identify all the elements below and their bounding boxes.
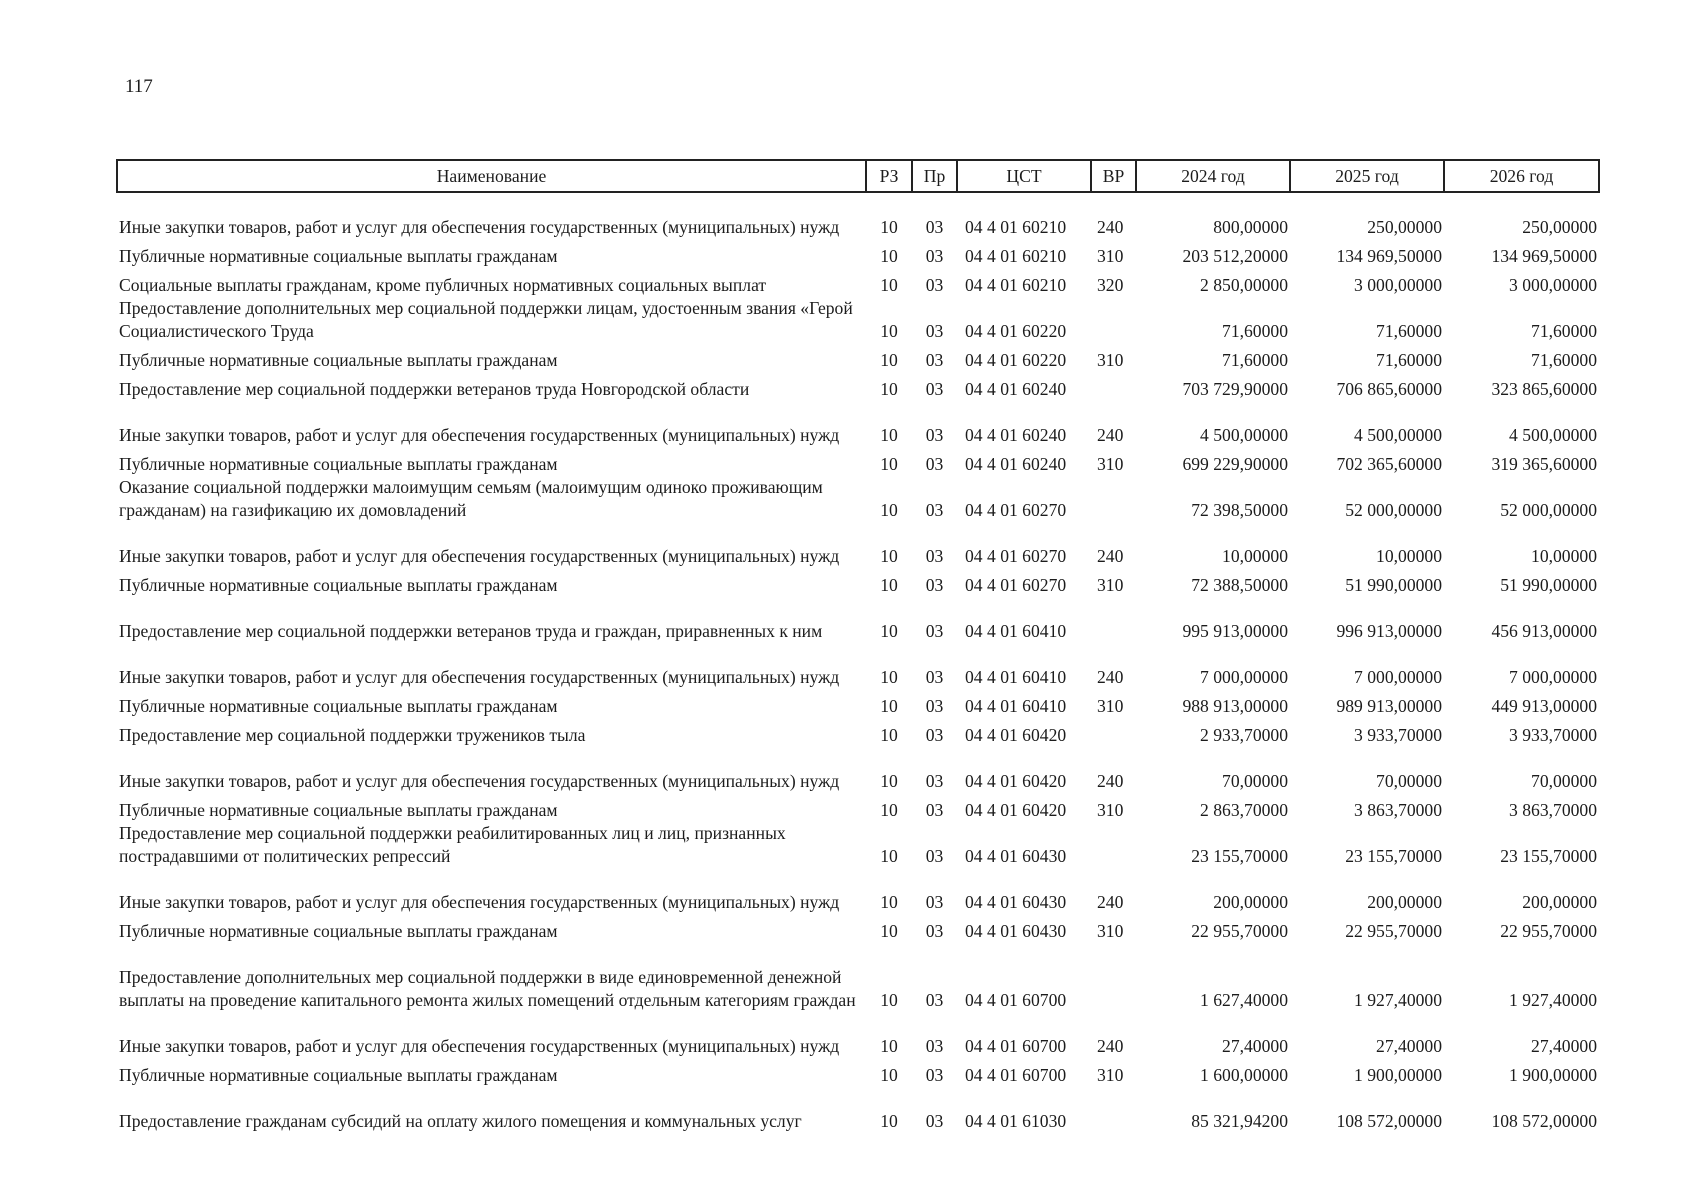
cell-name: Предоставление гражданам субсидий на оплату жилого помещения и коммунальных услуг	[119, 1110, 802, 1131]
table-row	[117, 192, 1599, 238]
table-row	[117, 1086, 1599, 1132]
header-2025: 2025 год	[1290, 160, 1444, 192]
table-row	[117, 642, 1599, 688]
cell-name: Публичные нормативные социальные выплаты гражданам	[119, 245, 558, 266]
cell-pr: 03	[925, 453, 944, 474]
cell-2024: 800,00000	[1213, 216, 1288, 237]
cell-cst: 04 4 01 60240	[965, 453, 1067, 474]
cell-2026: 449 913,00000	[1491, 695, 1597, 716]
cell-2024: 995 913,00000	[1182, 620, 1288, 641]
cell-2026: 51 990,00000	[1500, 574, 1597, 595]
cell-2026: 22 955,70000	[1500, 920, 1597, 941]
cell-rz: 10	[880, 245, 898, 266]
cell-pr: 03	[925, 799, 944, 820]
cell-2025: 27,40000	[1376, 1035, 1442, 1056]
cell-2024: 200,00000	[1213, 891, 1288, 912]
cell-cst: 04 4 01 60220	[965, 349, 1067, 370]
cell-2026: 323 865,60000	[1491, 378, 1597, 399]
cell-rz: 10	[880, 499, 898, 520]
cell-2026: 27,40000	[1531, 1035, 1597, 1056]
cell-2024: 70,00000	[1222, 770, 1288, 791]
cell-2024: 22 955,70000	[1191, 920, 1288, 941]
cell-rz: 10	[880, 349, 898, 370]
cell-2024: 71,60000	[1222, 320, 1288, 341]
cell-cst: 04 4 01 60430	[965, 845, 1067, 866]
cell-rz: 10	[880, 989, 898, 1010]
cell-vr: 240	[1097, 891, 1124, 912]
cell-name: Публичные нормативные социальные выплаты гражданам	[119, 799, 558, 820]
cell-rz: 10	[880, 799, 898, 820]
cell-rz: 10	[880, 920, 898, 941]
cell-2024: 703 729,90000	[1182, 378, 1288, 399]
table-row	[117, 596, 1599, 642]
cell-pr: 03	[925, 620, 944, 641]
cell-2024: 203 512,20000	[1182, 245, 1288, 266]
cell-2026: 3 000,00000	[1509, 274, 1597, 295]
cell-rz: 10	[880, 274, 898, 295]
table-row	[117, 1011, 1599, 1057]
table-row	[117, 821, 1599, 867]
cell-name: Иные закупки товаров, работ и услуг для обеспечения государственных (муниципальных) нужд	[119, 424, 840, 445]
cell-pr: 03	[925, 666, 944, 687]
cell-rz: 10	[880, 1110, 898, 1131]
cell-name: Предоставление мер социальной поддержки ветеранов труда Новгородской области	[119, 378, 750, 399]
header-vr: ВР	[1091, 160, 1136, 192]
table-row	[117, 521, 1599, 567]
page-number: 117	[125, 76, 153, 97]
cell-vr	[1091, 475, 1136, 521]
cell-cst: 04 4 01 60270	[965, 545, 1067, 566]
cell-cst: 04 4 01 60410	[965, 695, 1067, 716]
cell-pr: 03	[925, 989, 944, 1010]
cell-pr: 03	[925, 378, 944, 399]
cell-vr: 240	[1097, 666, 1124, 687]
cell-cst: 04 4 01 60270	[965, 574, 1067, 595]
cell-2024: 2 850,00000	[1200, 274, 1288, 295]
cell-pr: 03	[925, 1035, 944, 1056]
table-row	[117, 371, 1599, 400]
cell-2024: 23 155,70000	[1191, 845, 1288, 866]
cell-cst: 04 4 01 60410	[965, 666, 1067, 687]
cell-cst: 04 4 01 60210	[965, 216, 1067, 237]
cell-vr	[1091, 296, 1136, 342]
cell-name: Оказание социальной поддержки малоимущим семьям (малоимущим одиноко проживающим гражданам) на газификацию их домовладений	[119, 477, 823, 520]
cell-2026: 52 000,00000	[1500, 499, 1597, 520]
cell-2024: 1 600,00000	[1200, 1064, 1288, 1085]
cell-name: Иные закупки товаров, работ и услуг для обеспечения государственных (муниципальных) нужд	[119, 1035, 840, 1056]
header-pr: Пр	[912, 160, 957, 192]
cell-2026: 108 572,00000	[1491, 1110, 1597, 1131]
cell-rz: 10	[880, 1064, 898, 1085]
table-row	[117, 400, 1599, 446]
cell-pr: 03	[925, 574, 944, 595]
cell-rz: 10	[880, 574, 898, 595]
cell-vr: 240	[1097, 1035, 1124, 1056]
cell-vr: 310	[1097, 453, 1124, 474]
cell-rz: 10	[880, 724, 898, 745]
cell-2025: 71,60000	[1376, 320, 1442, 341]
table-row	[117, 267, 1599, 296]
cell-pr: 03	[925, 845, 944, 866]
table-row	[117, 296, 1599, 342]
table-row	[117, 942, 1599, 1011]
cell-name: Предоставление мер социальной поддержки тружеников тыла	[119, 724, 586, 745]
cell-pr: 03	[925, 216, 944, 237]
cell-pr: 03	[925, 349, 944, 370]
cell-name: Публичные нормативные социальные выплаты гражданам	[119, 920, 558, 941]
cell-2025: 250,00000	[1367, 216, 1442, 237]
cell-vr: 240	[1097, 770, 1124, 791]
cell-rz: 10	[880, 216, 898, 237]
cell-2024: 7 000,00000	[1200, 666, 1288, 687]
cell-2025: 7 000,00000	[1354, 666, 1442, 687]
cell-2026: 23 155,70000	[1500, 845, 1597, 866]
cell-2025: 51 990,00000	[1345, 574, 1442, 595]
cell-cst: 04 4 01 61030	[965, 1110, 1067, 1131]
cell-name: Публичные нормативные социальные выплаты гражданам	[119, 1064, 558, 1085]
cell-rz: 10	[880, 453, 898, 474]
table-row	[117, 746, 1599, 792]
cell-2026: 250,00000	[1522, 216, 1597, 237]
cell-2025: 706 865,60000	[1336, 378, 1442, 399]
cell-vr: 240	[1097, 216, 1124, 237]
cell-name: Предоставление мер социальной поддержки ветеранов труда и граждан, приравненных к ним	[119, 620, 823, 641]
cell-2025: 23 155,70000	[1345, 845, 1442, 866]
cell-cst: 04 4 01 60420	[965, 724, 1067, 745]
header-2026: 2026 год	[1444, 160, 1599, 192]
cell-pr: 03	[925, 770, 944, 791]
cell-name: Публичные нормативные социальные выплаты гражданам	[119, 453, 558, 474]
cell-2026: 1 900,00000	[1509, 1064, 1597, 1085]
cell-name: Иные закупки товаров, работ и услуг для обеспечения государственных (муниципальных) нужд	[119, 891, 840, 912]
cell-2026: 70,00000	[1531, 770, 1597, 791]
table-row	[117, 238, 1599, 267]
cell-pr: 03	[925, 891, 944, 912]
cell-cst: 04 4 01 60700	[965, 1035, 1067, 1056]
cell-rz: 10	[880, 695, 898, 716]
cell-2024: 27,40000	[1222, 1035, 1288, 1056]
cell-pr: 03	[925, 1064, 944, 1085]
cell-2024: 72 398,50000	[1191, 499, 1288, 520]
cell-cst: 04 4 01 60240	[965, 378, 1067, 399]
cell-2026: 71,60000	[1531, 320, 1597, 341]
cell-cst: 04 4 01 60420	[965, 770, 1067, 791]
cell-2025: 1 900,00000	[1354, 1064, 1442, 1085]
cell-name: Иные закупки товаров, работ и услуг для обеспечения государственных (муниципальных) нужд	[119, 666, 840, 687]
cell-cst: 04 4 01 60270	[965, 499, 1067, 520]
cell-2025: 3 933,70000	[1354, 724, 1442, 745]
cell-vr: 310	[1097, 349, 1124, 370]
header-rz: РЗ	[866, 160, 912, 192]
table-row	[117, 1057, 1599, 1086]
cell-2026: 319 365,60000	[1491, 453, 1597, 474]
cell-2025: 71,60000	[1376, 349, 1442, 370]
cell-pr: 03	[925, 499, 944, 520]
cell-2026: 10,00000	[1531, 545, 1597, 566]
cell-2025: 22 955,70000	[1345, 920, 1442, 941]
cell-vr: 240	[1097, 545, 1124, 566]
cell-vr	[1091, 942, 1136, 1011]
cell-rz: 10	[880, 320, 898, 341]
cell-vr: 310	[1097, 245, 1124, 266]
cell-2024: 1 627,40000	[1200, 989, 1288, 1010]
cell-cst: 04 4 01 60430	[965, 891, 1067, 912]
cell-name: Предоставление мер социальной поддержки реабилитированных лиц и лиц, признанных пострадавшими от политических репрессий	[119, 823, 786, 866]
header-cst: ЦСТ	[957, 160, 1091, 192]
cell-pr: 03	[925, 245, 944, 266]
cell-name: Публичные нормативные социальные выплаты гражданам	[119, 574, 558, 595]
cell-vr	[1091, 371, 1136, 400]
cell-cst: 04 4 01 60220	[965, 320, 1067, 341]
cell-name: Публичные нормативные социальные выплаты гражданам	[119, 695, 558, 716]
cell-vr: 320	[1097, 274, 1124, 295]
cell-pr: 03	[925, 695, 944, 716]
cell-vr: 310	[1097, 1064, 1124, 1085]
cell-rz: 10	[880, 620, 898, 641]
table-row	[117, 475, 1599, 521]
cell-name: Иные закупки товаров, работ и услуг для обеспечения государственных (муниципальных) нужд	[119, 545, 840, 566]
cell-2024: 85 321,94200	[1191, 1110, 1288, 1131]
cell-cst: 04 4 01 60700	[965, 1064, 1067, 1085]
cell-vr: 240	[1097, 424, 1124, 445]
cell-2025: 134 969,50000	[1336, 245, 1442, 266]
header-2024: 2024 год	[1136, 160, 1290, 192]
cell-2026: 3 933,70000	[1509, 724, 1597, 745]
table-row	[117, 867, 1599, 913]
cell-2025: 52 000,00000	[1345, 499, 1442, 520]
cell-rz: 10	[880, 378, 898, 399]
cell-cst: 04 4 01 60240	[965, 424, 1067, 445]
cell-name: Публичные нормативные социальные выплаты гражданам	[119, 349, 558, 370]
cell-2025: 200,00000	[1367, 891, 1442, 912]
cell-cst: 04 4 01 60210	[965, 274, 1067, 295]
cell-name: Социальные выплаты гражданам, кроме публичных нормативных социальных выплат	[119, 274, 767, 295]
cell-cst: 04 4 01 60410	[965, 620, 1067, 641]
cell-2026: 200,00000	[1522, 891, 1597, 912]
cell-2024: 699 229,90000	[1182, 453, 1288, 474]
cell-vr	[1091, 1086, 1136, 1132]
cell-2024: 2 933,70000	[1200, 724, 1288, 745]
cell-2024: 988 913,00000	[1182, 695, 1288, 716]
cell-2025: 702 365,60000	[1336, 453, 1442, 474]
table-row	[117, 446, 1599, 475]
cell-2025: 108 572,00000	[1336, 1110, 1442, 1131]
cell-pr: 03	[925, 1110, 944, 1131]
cell-2024: 4 500,00000	[1200, 424, 1288, 445]
cell-2024: 72 388,50000	[1191, 574, 1288, 595]
cell-vr: 310	[1097, 574, 1124, 595]
table-row	[117, 688, 1599, 717]
cell-pr: 03	[925, 920, 944, 941]
cell-rz: 10	[880, 891, 898, 912]
cell-rz: 10	[880, 770, 898, 791]
cell-vr: 310	[1097, 920, 1124, 941]
cell-2025: 3 863,70000	[1354, 799, 1442, 820]
header-name: Наименование	[117, 160, 866, 192]
cell-name: Иные закупки товаров, работ и услуг для обеспечения государственных (муниципальных) нужд	[119, 770, 840, 791]
cell-vr	[1091, 596, 1136, 642]
cell-2026: 71,60000	[1531, 349, 1597, 370]
table-row	[117, 792, 1599, 821]
cell-2026: 4 500,00000	[1509, 424, 1597, 445]
table-body	[117, 192, 1599, 1132]
cell-2026: 134 969,50000	[1491, 245, 1597, 266]
cell-pr: 03	[925, 424, 944, 445]
cell-pr: 03	[925, 274, 944, 295]
cell-vr: 310	[1097, 695, 1124, 716]
cell-2025: 10,00000	[1376, 545, 1442, 566]
table-header	[117, 160, 1599, 192]
cell-2025: 996 913,00000	[1336, 620, 1442, 641]
cell-2026: 7 000,00000	[1509, 666, 1597, 687]
cell-2024: 2 863,70000	[1200, 799, 1288, 820]
cell-name: Предоставление дополнительных мер социальной поддержки лицам, удостоенным звания «Герой Социалистического Труда	[119, 298, 853, 341]
cell-rz: 10	[880, 545, 898, 566]
cell-2026: 456 913,00000	[1491, 620, 1597, 641]
cell-pr: 03	[925, 320, 944, 341]
cell-2026: 3 863,70000	[1509, 799, 1597, 820]
cell-cst: 04 4 01 60420	[965, 799, 1067, 820]
cell-name: Иные закупки товаров, работ и услуг для обеспечения государственных (муниципальных) нужд	[119, 216, 840, 237]
cell-vr: 310	[1097, 799, 1124, 820]
cell-2025: 1 927,40000	[1354, 989, 1442, 1010]
cell-pr: 03	[925, 724, 944, 745]
cell-name: Предоставление дополнительных мер социальной поддержки в виде единовременной денежной выплаты на проведение капитального ремонта жилых помещений отдельным категориям граждан	[119, 967, 856, 1010]
cell-2025: 70,00000	[1376, 770, 1442, 791]
cell-cst: 04 4 01 60430	[965, 920, 1067, 941]
cell-cst: 04 4 01 60210	[965, 245, 1067, 266]
cell-2026: 1 927,40000	[1509, 989, 1597, 1010]
cell-rz: 10	[880, 1035, 898, 1056]
cell-pr: 03	[925, 545, 944, 566]
cell-rz: 10	[880, 666, 898, 687]
table-row	[117, 913, 1599, 942]
cell-2024: 71,60000	[1222, 349, 1288, 370]
cell-rz: 10	[880, 845, 898, 866]
cell-2025: 4 500,00000	[1354, 424, 1442, 445]
cell-rz: 10	[880, 424, 898, 445]
cell-2024: 10,00000	[1222, 545, 1288, 566]
cell-2025: 989 913,00000	[1336, 695, 1442, 716]
table-row	[117, 342, 1599, 371]
cell-vr	[1091, 717, 1136, 746]
table-row	[117, 717, 1599, 746]
table-row	[117, 567, 1599, 596]
cell-cst: 04 4 01 60700	[965, 989, 1067, 1010]
budget-table	[116, 159, 1600, 1132]
cell-2025: 3 000,00000	[1354, 274, 1442, 295]
cell-vr	[1091, 821, 1136, 867]
